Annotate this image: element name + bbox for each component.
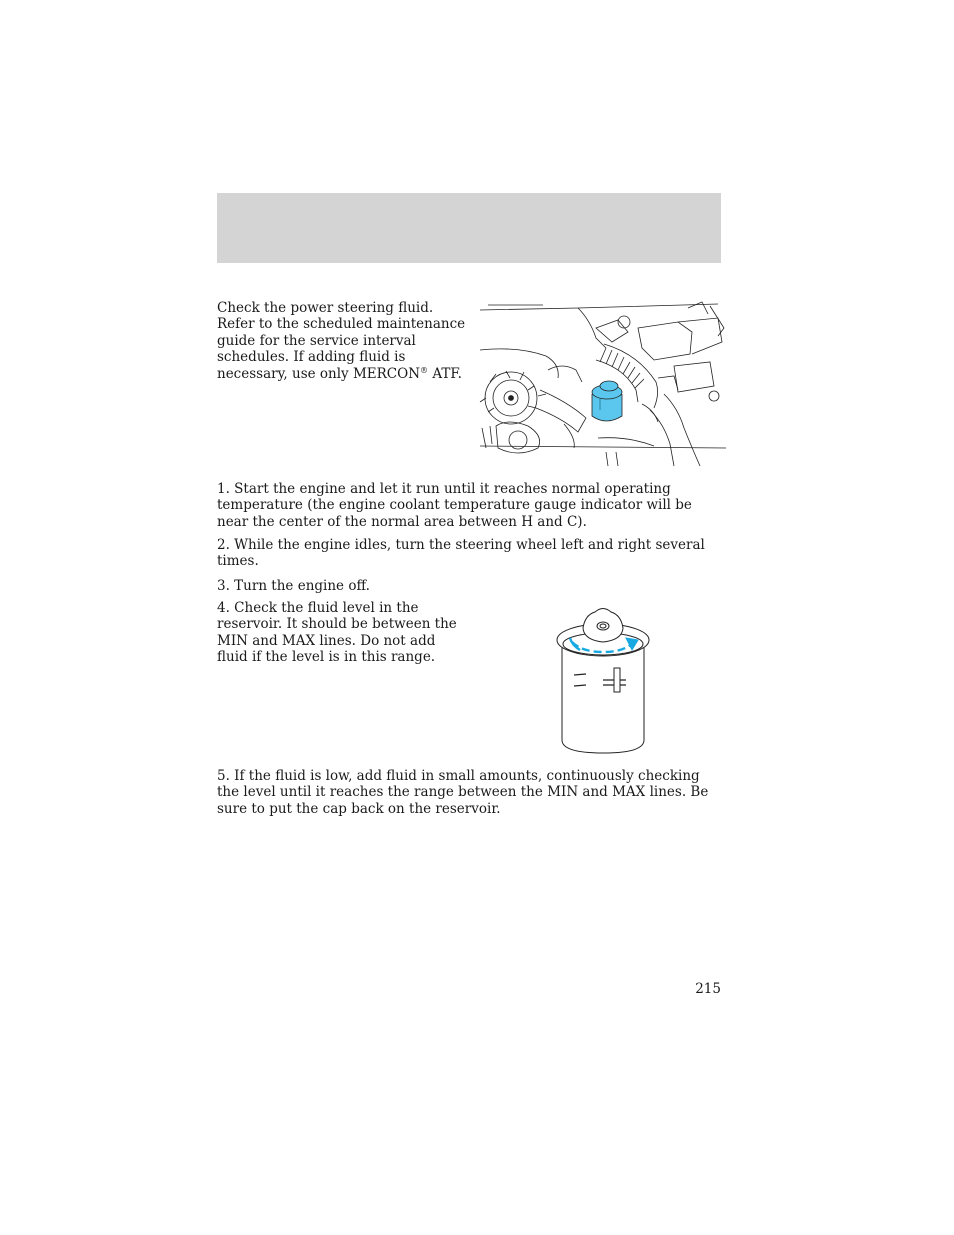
step-1: 1. Start the engine and let it run until it reaches normal operating temperature (the engine coolant temperature gauge indicator will be near the center of the normal area between H and C). bbox=[217, 481, 692, 530]
registered-mark: ® bbox=[420, 365, 429, 375]
step-3: 3. Turn the engine off. bbox=[217, 578, 370, 594]
step-2: 2. While the engine idles, turn the steering wheel left and right several times. bbox=[217, 537, 705, 570]
page-number: 215 bbox=[695, 981, 721, 997]
section-header-bar bbox=[217, 193, 721, 263]
intro-paragraph: Check the power steering fluid. Refer to the scheduled maintenance guide for the service interval schedules. If adding fluid is necessary, use only MERCON® ATF. bbox=[217, 300, 466, 382]
step-5: 5. If the fluid is low, add fluid in small amounts, continuously checking the level until it reaches the range between the MIN and MAX lines. Be sure to put the cap back on the reservoir. bbox=[217, 768, 709, 817]
fluid-reservoir-illustration bbox=[552, 600, 654, 756]
engine-compartment-illustration bbox=[478, 298, 726, 470]
step-4: 4. Check the fluid level in the reservoir. It should be between the MIN and MAX lines. Do not add fluid if the level is in this range. bbox=[217, 600, 457, 666]
